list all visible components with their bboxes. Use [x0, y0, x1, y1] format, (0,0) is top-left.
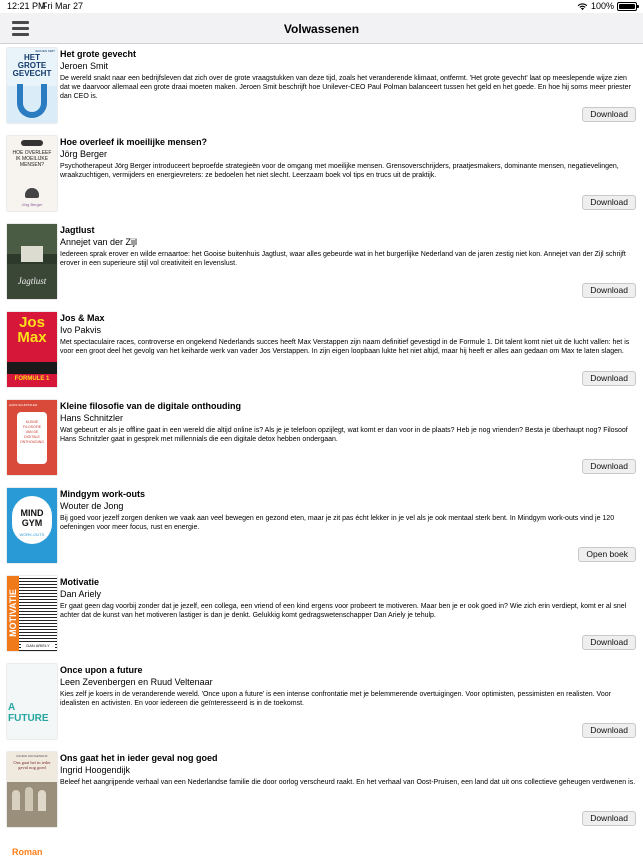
book-title: Kleine filosofie van de digitale onthouding	[60, 401, 242, 411]
status-time: 12:21 PM	[7, 1, 46, 11]
navigation-bar	[0, 13, 643, 44]
list-item[interactable]	[0, 484, 643, 572]
book-cover[interactable]	[7, 224, 57, 299]
list-item[interactable]	[0, 660, 643, 748]
book-description: Met spectaculaire races, controverse en ongekend Nederlands succes heeft Max Verstappen zijn naam definitief gevestigd in de Formule 1. Dit talent komt niet uit de lucht vallen: het is voor een groot deel het gevolg van het keiharde werk van vader Jos Verstappen. In zijn eigen loopbaan lukte het niet altijd, maar hij heeft er alles aan gedaan om Max te laten slagen.	[60, 339, 630, 355]
book-cover[interactable]	[7, 664, 57, 739]
download-button[interactable]: Download	[582, 371, 636, 386]
download-button[interactable]: Download	[582, 107, 636, 122]
book-list	[0, 44, 643, 823]
cover-title: MOTIVATIE	[8, 589, 18, 637]
book-description: Beleef het aangrijpende verhaal van een Nederlandse familie die door oorlog verscheurd raakt. En het verhaal van Oost-Pruisen, een land dat uit ons collectieve geheugen verdwenen is.	[60, 779, 636, 786]
download-button[interactable]: Download	[582, 723, 636, 738]
cover-author: DAN ARIELY	[21, 643, 55, 648]
battery-percent: 100%	[590, 1, 614, 11]
cover-subtitle: FORMULE 1	[14, 376, 50, 382]
book-author: Hans Schnitzler	[60, 413, 124, 423]
book-title: Motivatie	[60, 577, 100, 587]
cover-author: INGRID HOOGENDIJK	[16, 754, 48, 758]
list-item[interactable]	[0, 220, 643, 308]
list-item[interactable]	[0, 44, 643, 132]
status-bar	[0, 0, 643, 13]
book-cover[interactable]	[7, 488, 57, 563]
download-button[interactable]: Download	[582, 635, 636, 650]
book-title: Mindgym work-outs	[60, 489, 145, 499]
status-date: Fri Mar 27	[42, 1, 84, 11]
book-author: Leen Zevenbergen en Ruud Veltenaar	[60, 677, 213, 687]
download-button[interactable]: Download	[582, 195, 636, 210]
cover-title: MIND GYM	[20, 508, 44, 528]
book-cover[interactable]	[7, 576, 57, 651]
section-header-roman: Roman	[12, 847, 43, 857]
book-title: Het grote gevecht	[60, 49, 137, 59]
book-cover[interactable]	[7, 312, 57, 387]
cover-title: Jos Max	[17, 314, 47, 346]
cover-title: Ons gaat het in ieder geval nog goed	[13, 760, 51, 770]
list-item[interactable]	[0, 132, 643, 220]
book-title: Once upon a future	[60, 665, 143, 675]
book-cover[interactable]	[7, 400, 57, 475]
cover-subtitle: WORK-OUTS	[19, 532, 45, 537]
list-item[interactable]	[0, 308, 643, 396]
book-author: Annejet van der Zijl	[60, 237, 138, 247]
list-item[interactable]	[0, 572, 643, 660]
cover-author: JEROEN SMIT	[34, 49, 55, 53]
book-author: Ivo Pakvis	[60, 325, 102, 335]
book-author: Dan Ariely	[60, 589, 102, 599]
cover-title: Jagtlust	[17, 276, 47, 286]
wifi-icon	[577, 2, 588, 11]
book-title: Ons gaat het in ieder geval nog goed	[60, 753, 218, 763]
book-description: Wat gebeurt er als je offline gaat in een wereld die altijd online is? Als je je telefoon opzijlegt, wat komt er dan voor in de plaats? Heb je nog vrienden? Besta je überhaupt nog? Filosoof Hans Schnitzler gaat in gesprek met millennials die een digitale detox hebben ondergaan.	[60, 427, 628, 443]
book-description: Psychotherapeut Jörg Berger introduceert beproefde strategieën voor de omgang met moeilijke mensen. Grensoverschrijders, praatjesmakers, dominante mensen, negatievelingen, wraakzuchtigen, vermijders en energievreters: ze bedoelen het niet slecht. Leerzaam boek vol tips en trucs uit de praktijk.	[60, 163, 619, 179]
book-author: Wouter de Jong	[60, 501, 124, 511]
cover-title: KLEINE FILOSOFIE VAN DE DIGITALE ONTHOUDING	[20, 420, 44, 444]
book-title: Hoe overleef ik moeilijke mensen?	[60, 137, 208, 147]
download-button[interactable]: Download	[582, 811, 636, 826]
book-description: Iedereen sprak erover en wilde ernaartoe: het Gooise buitenhuis Jagtlust, waar alles gebeurde wat in het burgerlijke Nederland van de jaren zestig niet kon. Annejet van der Zijl schrijft erover in een superieure stijl vol creativiteit en levenslust.	[60, 251, 626, 267]
book-author: Ingrid Hoogendijk	[60, 765, 131, 775]
book-author: Jeroen Smit	[60, 61, 109, 71]
cover-author: HANS SCHNITZLER	[9, 403, 38, 407]
book-title: Jagtlust	[60, 225, 95, 235]
book-title: Jos & Max	[60, 313, 105, 323]
cover-title: HET GROTE GEVECHT	[12, 53, 52, 78]
list-item[interactable]	[0, 748, 643, 836]
download-button[interactable]: Download	[582, 283, 636, 298]
book-description: Bij goed voor jezelf zorgen denken we vaak aan veel bewegen en gezond eten, maar je zit pas écht lekker in je vel als je ook mentaal sterk bent. In Mindgym work-outs vind je 120 oefeningen voor meer focus, rust en energie.	[60, 515, 615, 531]
book-description: Kies zelf je koers in de veranderende wereld. 'Once upon a future' is een intense confrontatie met je belemmerende overtuigingen. Voor optimisten, pessimisten en realisten. Voor idealisten en activisten. En voor iedereen die geïnteresseerd is in de toekomst.	[60, 691, 611, 707]
page-title: Volwassenen	[283, 22, 360, 36]
book-cover[interactable]	[7, 136, 57, 211]
status-right	[577, 1, 637, 11]
cover-title: HOE OVERLEEF IK MOEILIJKE MENSEN?	[12, 150, 52, 168]
book-cover[interactable]	[7, 752, 57, 827]
cover-title: A FUTURE	[8, 702, 49, 724]
download-button[interactable]: Download	[582, 459, 636, 474]
list-item[interactable]	[0, 396, 643, 484]
cover-author: Jörg Berger	[21, 202, 43, 207]
battery-icon	[617, 2, 637, 11]
open-book-button[interactable]: Open boek	[578, 547, 636, 562]
book-author: Jörg Berger	[60, 149, 108, 159]
book-cover[interactable]	[7, 48, 57, 123]
book-description: De wereld snakt naar een bedrijfsleven dat zich over de grote vraagstukken van deze tijd, zoals het veranderende klimaat, ontfermt. 'Het grote gevecht' laat op meeslepende wijze zien dat we daarvoor allemaal een grote draai moeten maken. Jeroen Smit beschrijft hoe Unilever-CEO Paul Polman balanceert tussen het geld en het goede. En hoe hij soms meer priester dan CEO is.	[60, 75, 631, 100]
book-description: Er gaat geen dag voorbij zonder dat je jezelf, een collega, een vriend of een kind ergens voor probeert te motiveren. Maar ben je er ook goed in? Wie zich erin verdiept, komt er al snel achter dat de kunst van het motiveren lastiger is dan je denkt. Gelukkig komt gedragswetenschapper Dan Ariely je tehulp.	[60, 603, 627, 619]
